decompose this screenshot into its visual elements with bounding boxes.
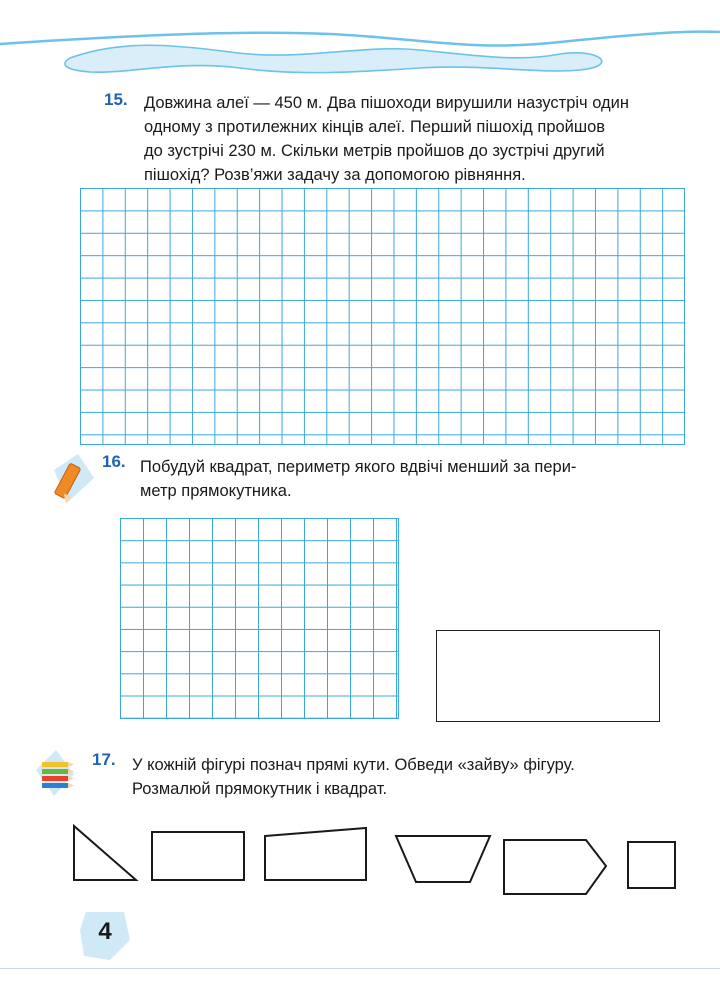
task-16-line: Побудуй квадрат, периметр якого вдвічі менший за пери- [140,458,577,476]
header-wave-decoration [0,0,720,90]
task-17-line: У кожній фігурі познач прямі кути. Обведи «зайву» фігуру. [132,756,575,774]
colored-pencils-icon [34,748,76,798]
page-bottom-divider [0,968,720,969]
figure-quadrilateral[interactable] [265,828,366,880]
task-15-line: Довжина алеї — 450 м. Два пішоходи вирушили назустріч один [144,94,630,112]
task-16-number: 16. [102,452,126,471]
task-17-line: Розмалюй прямокутник і квадрат. [132,780,388,798]
page-number: 4 [98,918,112,945]
task-17-number: 17. [92,750,116,769]
figure-pentagon[interactable] [504,840,606,894]
task-15-line: до зустрічі 230 м. Скільки метрів пройшов до зустрічі другий [144,142,605,160]
task-15-number: 15. [104,90,128,109]
figure-square[interactable] [628,842,675,888]
task-15-line: одному з протилежних кінців алеї. Перший пішохід пройшов [144,118,606,136]
figure-rectangle[interactable] [152,832,244,880]
pencil-icon [48,450,100,506]
task-16-drawing-grid[interactable] [120,518,399,719]
figure-right-triangle[interactable] [74,826,136,880]
figure-trapezoid[interactable] [396,836,490,882]
reference-rectangle [436,630,660,722]
task-15-answer-grid[interactable] [80,188,685,445]
task-15-line: пішохід? Розв’яжи задачу за допомогою рівняння. [144,166,526,184]
task-16-line: метр прямокутника. [140,482,292,500]
